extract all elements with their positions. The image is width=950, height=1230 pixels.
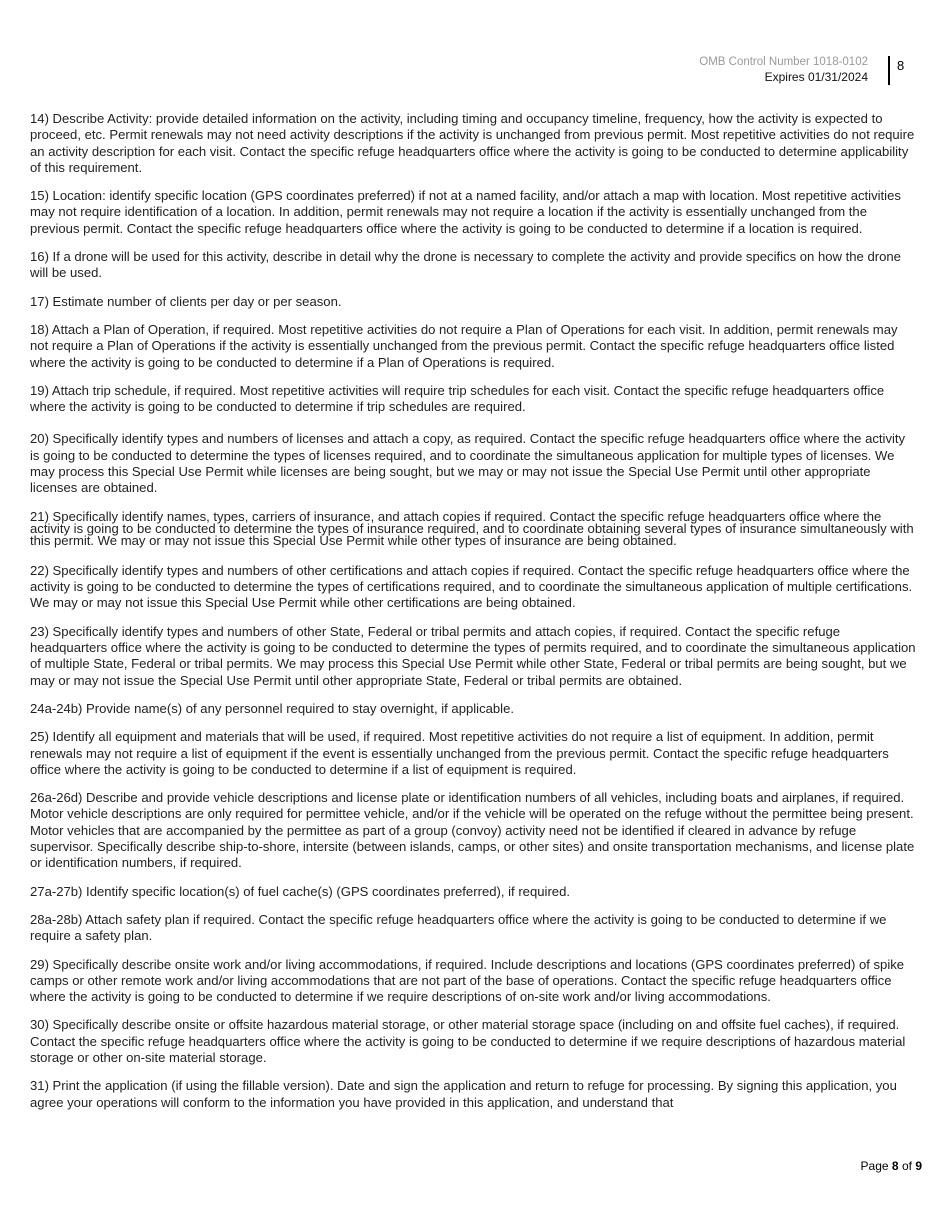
omb-control-number: OMB Control Number 1018-0102 <box>699 56 868 68</box>
instruction-31: 31) Print the application (if using the fillable version). Date and sign the application and return to refuge for processing. By signing this application, you agree your operations will conform to the information you have provided in this application, and understand that <box>30 1078 897 1110</box>
page-prefix: Page <box>860 1159 889 1173</box>
instruction-27: 27a-27b) Identify specific location(s) of fuel cache(s) (GPS coordinates preferred), if required. <box>30 883 571 899</box>
instruction-25: 25) Identify all equipment and materials that will be used, if required. Most repetitive activities do not require a list of equipment. In addition, permit renewals may not require a list of equipment if the event is essentially unchanged from the previous permit. Contact the specific refuge headquarters office where the activity is going to be conducted to determine if a list of equipment is required. <box>30 729 889 777</box>
instruction-22: 22) Specifically identify types and numbers of other certifications and attach copies if required. Contact the specific refuge headquarters office where the activity is going to be conducted to determine the types of certifications required, and to coordinate the simultaneous application of multiple certifications. We may or may not issue this Special Use Permit while other certifications are being obtained. <box>30 562 913 611</box>
instruction-17: 17) Estimate number of clients per day or per season. <box>30 293 342 309</box>
page-footer <box>861 1159 922 1173</box>
instruction-26: 26a-26d) Describe and provide vehicle descriptions and license plate or identification numbers of all vehicles, including boats and airplanes, if required. Motor vehicle descriptions are only required for permittee vehicle, and/or if the vehicle will be operated on the refuge without the permittee being present. Motor vehicles that are accompanied by the permittee as part of a group (convoy) activity need not be identified if cleared in advance by refuge supervisor. Specifically describe ship-to-shore, intersite (between islands, camps, or other sites) and onsite transportation mechanisms, and license plate or identification numbers, if required. <box>30 790 915 871</box>
form-header <box>699 55 868 85</box>
instruction-23: 23) Specifically identify types and numbers of other State, Federal or tribal permits and attach copies, if required. Contact the specific refuge headquarters office where the activity is going to be conducted to determine the types of permits required, and to coordinate the simultaneous application of multiple State, Federal or tribal permits. We may process this Special Use Permit while other State, Federal or tribal permits are being sought, but we may or may not issue the Special Use Permit until other appropriate State, Federal or tribal permits are obtained. <box>30 623 916 688</box>
instruction-21: 21) Specifically identify names, types, carriers of insurance, and attach copies if required. Contact the specific refuge headquarters office where the activity is going to be conducted to determine the types of insurance required, and to coordinate obtaining several types of insurance simultaneously with this permit. We may or may not issue this Special Use Permit while other types of insurance are being obtained. <box>30 508 914 549</box>
instruction-14: 14) Describe Activity: provide detailed information on the activity, including timing and occupancy timeline, frequency, how the activity is expected to proceed, etc. Permit renewals may not need activity descriptions if the activity is unchanged from previous permit. Most repetitive activities do not require an activity description for each visit. Contact the specific refuge headquarters office where the activity is going to be conducted to determine applicability of this requirement. <box>30 111 915 175</box>
instruction-29: 29) Specifically describe onsite work and/or living accommodations, if required. Include descriptions and locations (GPS coordinates preferred) of spike camps or other remote work and/or living accommodations that are not part of the base of operations. Contact the specific refuge headquarters office where the activity is going to be conducted to determine if we require descriptions of on-site work and/or living accommodations. <box>30 956 905 1005</box>
instruction-30: 30) Specifically describe onsite or offsite hazardous material storage, or other material storage space (including on and offsite fuel caches), if required. Contact the specific refuge headquarters office where the activity is going to be conducted to determine if we require descriptions of hazardous material storage or other on-site material storage. <box>30 1017 906 1065</box>
expiration-date: Expires 01/31/2024 <box>764 70 868 84</box>
page-of-label: of <box>901 1159 912 1173</box>
total-page-count: 9 <box>915 1159 922 1173</box>
instruction-24: 24a-24b) Provide name(s) of any personnel required to stay overnight, if applicable. <box>30 700 515 716</box>
instruction-28: 28a-28b) Attach safety plan if required. Contact the specific refuge headquarters office where the activity is going to be conducted to determine if we require a safety plan. <box>30 911 887 944</box>
instruction-20: 20) Specifically identify types and numbers of licenses and attach a copy, as required. Contact the specific refuge headquarters office where the activity is going to be conducted to determine the types of licenses required, and to coordinate the simultaneous application for multiple types of licenses. We may process this Special Use Permit while licenses are being sought, but we may or may not issue the Special Use Permit until other appropriate licenses are obtained. <box>30 431 906 496</box>
instructions-body <box>30 111 916 1111</box>
instruction-16: 16) If a drone will be used for this activity, describe in detail why the drone is necessary to complete the activity and provide specifics on how the drone will be used. <box>30 249 901 281</box>
instruction-18: 18) Attach a Plan of Operation, if required. Most repetitive activities do not require a Plan of Operations for each visit. In addition, permit renewals may not require a Plan of Operations if the activity is essentially unchanged from the previous permit. Contact the specific refuge headquarters office listed where the activity is going to be conducted to determine if a Plan of Operations is required. <box>30 321 898 370</box>
instruction-19: 19) Attach trip schedule, if required. Most repetitive activities will require trip schedules for each visit. Contact the specific refuge headquarters office where the activity is going to be conducted to determine if trip schedules are required. <box>30 382 885 415</box>
header-page-number: 8 <box>897 58 905 73</box>
instruction-15: 15) Location: identify specific location (GPS coordinates preferred) if not at a named facility, and/or attach a map with location. Most repetitive activities may not require identification of a location. In addition, permit renewals may not require a location if the activity is essentially unchanged from the previous permit. Contact the specific refuge headquarters office where the activity is going to be conducted to determine if a location is required. <box>30 188 901 236</box>
current-page-number: 8 <box>891 1159 899 1173</box>
header-divider <box>888 56 890 85</box>
